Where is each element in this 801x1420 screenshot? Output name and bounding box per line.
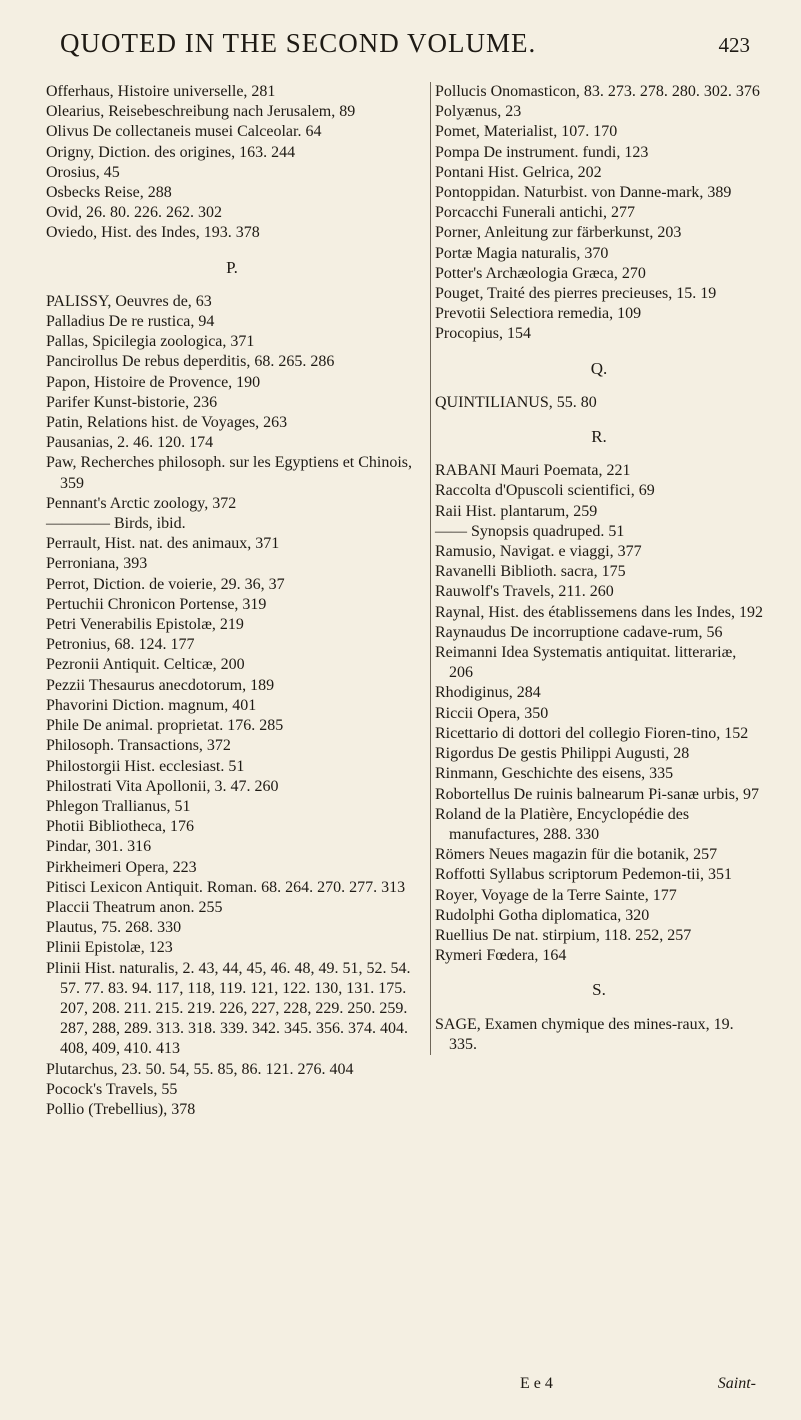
index-entry: Origny, Diction. des origines, 163. 244	[46, 143, 296, 161]
index-entry: Patin, Relations hist. de Voyages, 263	[46, 414, 288, 432]
index-entry: Ricettario di dottori del collegio Fioren-tino, 152	[435, 724, 749, 742]
index-entry: Palladius De re rustica, 94	[46, 313, 215, 331]
index-entry: Pallas, Spicilegia zoologica, 371	[46, 333, 255, 351]
index-group-q	[435, 393, 763, 413]
index-entry: Ramusio, Navigat. e viaggi, 377	[435, 543, 642, 561]
index-group-p-continued	[435, 82, 763, 345]
left-column	[46, 82, 418, 1120]
index-entry: Roffotti Syllabus scriptorum Pedemon-tii, 351	[435, 866, 733, 884]
page-number: 423	[718, 33, 750, 57]
index-entry: Orosius, 45	[46, 163, 120, 181]
index-entry: Rymeri Fœdera, 164	[435, 947, 567, 965]
index-entry: QUINTILIANUS, 55. 80	[435, 393, 597, 411]
index-entry: Potter's Archæologia Græca, 270	[435, 264, 646, 282]
index-entry: Perrot, Diction. de voierie, 29. 36, 37	[46, 575, 285, 593]
index-entry: Pitisci Lexicon Antiquit. Roman. 68. 264. 270. 277. 313	[46, 878, 406, 896]
index-group-o	[46, 82, 418, 244]
index-entry: Placcii Theatrum anon. 255	[46, 898, 223, 916]
index-entry: Raynaudus De incorruptione cadave-rum, 56	[435, 623, 723, 641]
section-letter-q: Q.	[590, 358, 608, 378]
index-entry: Photii Bibliotheca, 176	[46, 818, 194, 836]
index-entry: Petronius, 68. 124. 177	[46, 636, 195, 654]
index-entry: Riccii Opera, 350	[435, 704, 549, 722]
index-entry: Perroniana, 393	[46, 555, 148, 573]
index-entry: Reimanni Idea Systematis antiquitat. litterariæ, 206	[435, 644, 737, 682]
index-entry: Pontoppidan. Naturbist. von Danne-mark, 389	[435, 184, 732, 202]
index-entry: Pollucis Onomasticon, 83. 273. 278. 280. 302. 376	[435, 83, 760, 100]
index-entry: Rigordus De gestis Philippi Augusti, 28	[435, 745, 690, 763]
index-entry: RABANI Mauri Poemata, 221	[435, 462, 631, 480]
index-entry: Royer, Voyage de la Terre Sainte, 177	[435, 886, 677, 904]
index-entry: Pennant's Arctic zoology, 372	[46, 494, 237, 512]
index-entry: Pouget, Traité des pierres precieuses, 15. 19	[435, 285, 717, 303]
index-entry: Petri Venerabilis Epistolæ, 219	[46, 616, 244, 634]
index-entry: Porcacchi Funerali antichi, 277	[435, 204, 635, 222]
catchword: Saint-	[717, 1375, 756, 1392]
index-entry: Raii Hist. plantarum, 259	[435, 502, 598, 520]
index-group-s	[435, 1015, 763, 1055]
index-entry: Olearius, Reisebeschreibung nach Jerusalem, 89	[46, 103, 356, 121]
running-header	[60, 28, 750, 72]
index-entry: Roland de la Platière, Encyclopédie des manufactures, 288. 330	[435, 805, 690, 843]
index-entry: Pezzii Thesaurus anecdotorum, 189	[46, 676, 275, 694]
index-entry: Perrault, Hist. nat. des animaux, 371	[46, 535, 280, 553]
index-entry: Portæ Magia naturalis, 370	[435, 244, 609, 262]
index-entry: SAGE, Examen chymique des mines-raux, 19. 335.	[435, 1015, 734, 1053]
index-entry: Plinii Hist. naturalis, 2. 43, 44, 45, 46. 48, 49. 51, 52. 54. 57. 77. 83. 94. 117, 118, 119. 121, 122. 130, 131. 175. 207, 208. 211. 215. 219. 226, 227, 228, 229. 250. 259. 287, 288, 289. 313. 318. 339. 342. 345. 356. 374. 404. 408, 409, 410. 413	[46, 959, 411, 1058]
index-entry: Papon, Histoire de Provence, 190	[46, 373, 261, 391]
index-entry: Prevotii Selectiora remedia, 109	[435, 305, 642, 323]
index-entry: ———— Birds, ibid.	[46, 515, 186, 533]
index-entry: Ravanelli Biblioth. sacra, 175	[435, 563, 626, 581]
index-entry: Rhodiginus, 284	[435, 684, 541, 702]
index-entry: Polyænus, 23	[435, 103, 522, 121]
signature-mark: E e 4	[520, 1375, 553, 1392]
index-entry: Offerhaus, Histoire universelle, 281	[46, 83, 276, 100]
index-entry: Philostorgii Hist. ecclesiast. 51	[46, 757, 245, 775]
index-entry: Ruellius De nat. stirpium, 118. 252, 257	[435, 926, 692, 944]
index-entry: Pompa De instrument. fundi, 123	[435, 143, 649, 161]
index-entry: Philostrati Vita Apollonii, 3. 47. 260	[46, 777, 279, 795]
index-entry: Porner, Anleitung zur färberkunst, 203	[435, 224, 682, 242]
index-entry: Procopius, 154	[435, 325, 531, 343]
index-entry: Parifer Kunst-bistorie, 236	[46, 393, 218, 411]
index-entry: Römers Neues magazin für die botanik, 257	[435, 846, 718, 864]
index-entry: Philosoph. Transactions, 372	[46, 737, 231, 755]
index-entry: Ovid, 26. 80. 226. 262. 302	[46, 204, 222, 222]
index-entry: —— Synopsis quadruped. 51	[435, 522, 625, 540]
index-entry: Osbecks Reise, 288	[46, 184, 172, 202]
index-entry: Phavorini Diction. magnum, 401	[46, 696, 257, 714]
index-entry: Pindar, 301. 316	[46, 838, 152, 856]
index-entry: Rinmann, Geschichte des eisens, 335	[435, 765, 674, 783]
index-entry: Plutarchus, 23. 50. 54, 55. 85, 86. 121. 276. 404	[46, 1060, 354, 1078]
index-entry: Pancirollus De rebus deperditis, 68. 265. 286	[46, 353, 335, 371]
index-entry: Pontani Hist. Gelrica, 202	[435, 163, 602, 181]
index-entry: Phlegon Trallianus, 51	[46, 797, 191, 815]
index-entry: Rauwolf's Travels, 211. 260	[435, 583, 614, 601]
index-group-p	[46, 292, 418, 1120]
index-entry: Raynal, Hist. des établissemens dans les Indes, 192	[435, 603, 763, 621]
index-entry: PALISSY, Oeuvres de, 63	[46, 292, 212, 310]
index-group-r	[435, 461, 763, 966]
index-entry: Rudolphi Gotha diplomatica, 320	[435, 906, 650, 924]
index-entry: Olivus De collectaneis musei Calceolar. 64	[46, 123, 322, 141]
section-letter-p: P.	[226, 257, 238, 277]
index-entry: Plautus, 75. 268. 330	[46, 919, 182, 937]
index-entry: Pomet, Materialist, 107. 170	[435, 123, 618, 141]
index-entry: Pezronii Antiquit. Celticæ, 200	[46, 656, 245, 674]
index-entry: Pocock's Travels, 55	[46, 1080, 178, 1098]
index-entry: Pertuchii Chronicon Portense, 319	[46, 595, 267, 613]
right-column	[430, 82, 763, 1055]
index-entry: Pollio (Trebellius), 378	[46, 1100, 196, 1118]
section-letter-r: R.	[591, 427, 607, 447]
index-entry: Phile De animal. proprietat. 176. 285	[46, 717, 284, 735]
index-entry: Raccolta d'Opuscoli scientifici, 69	[435, 482, 655, 500]
index-entry: Plinii Epistolæ, 123	[46, 939, 173, 957]
index-entry: Pirkheimeri Opera, 223	[46, 858, 197, 876]
running-title: QUOTED IN THE SECOND VOLUME.	[60, 28, 537, 58]
index-entry: Pausanias, 2. 46. 120. 174	[46, 434, 214, 452]
index-entry: Robortellus De ruinis balnearum Pi-sanæ urbis, 97	[435, 785, 759, 803]
index-entry: Oviedo, Hist. des Indes, 193. 378	[46, 224, 260, 242]
section-letter-s: S.	[592, 980, 606, 1000]
page-footer	[520, 1375, 756, 1393]
index-entry: Paw, Recherches philosoph. sur les Egyptiens et Chinois, 359	[46, 454, 413, 492]
